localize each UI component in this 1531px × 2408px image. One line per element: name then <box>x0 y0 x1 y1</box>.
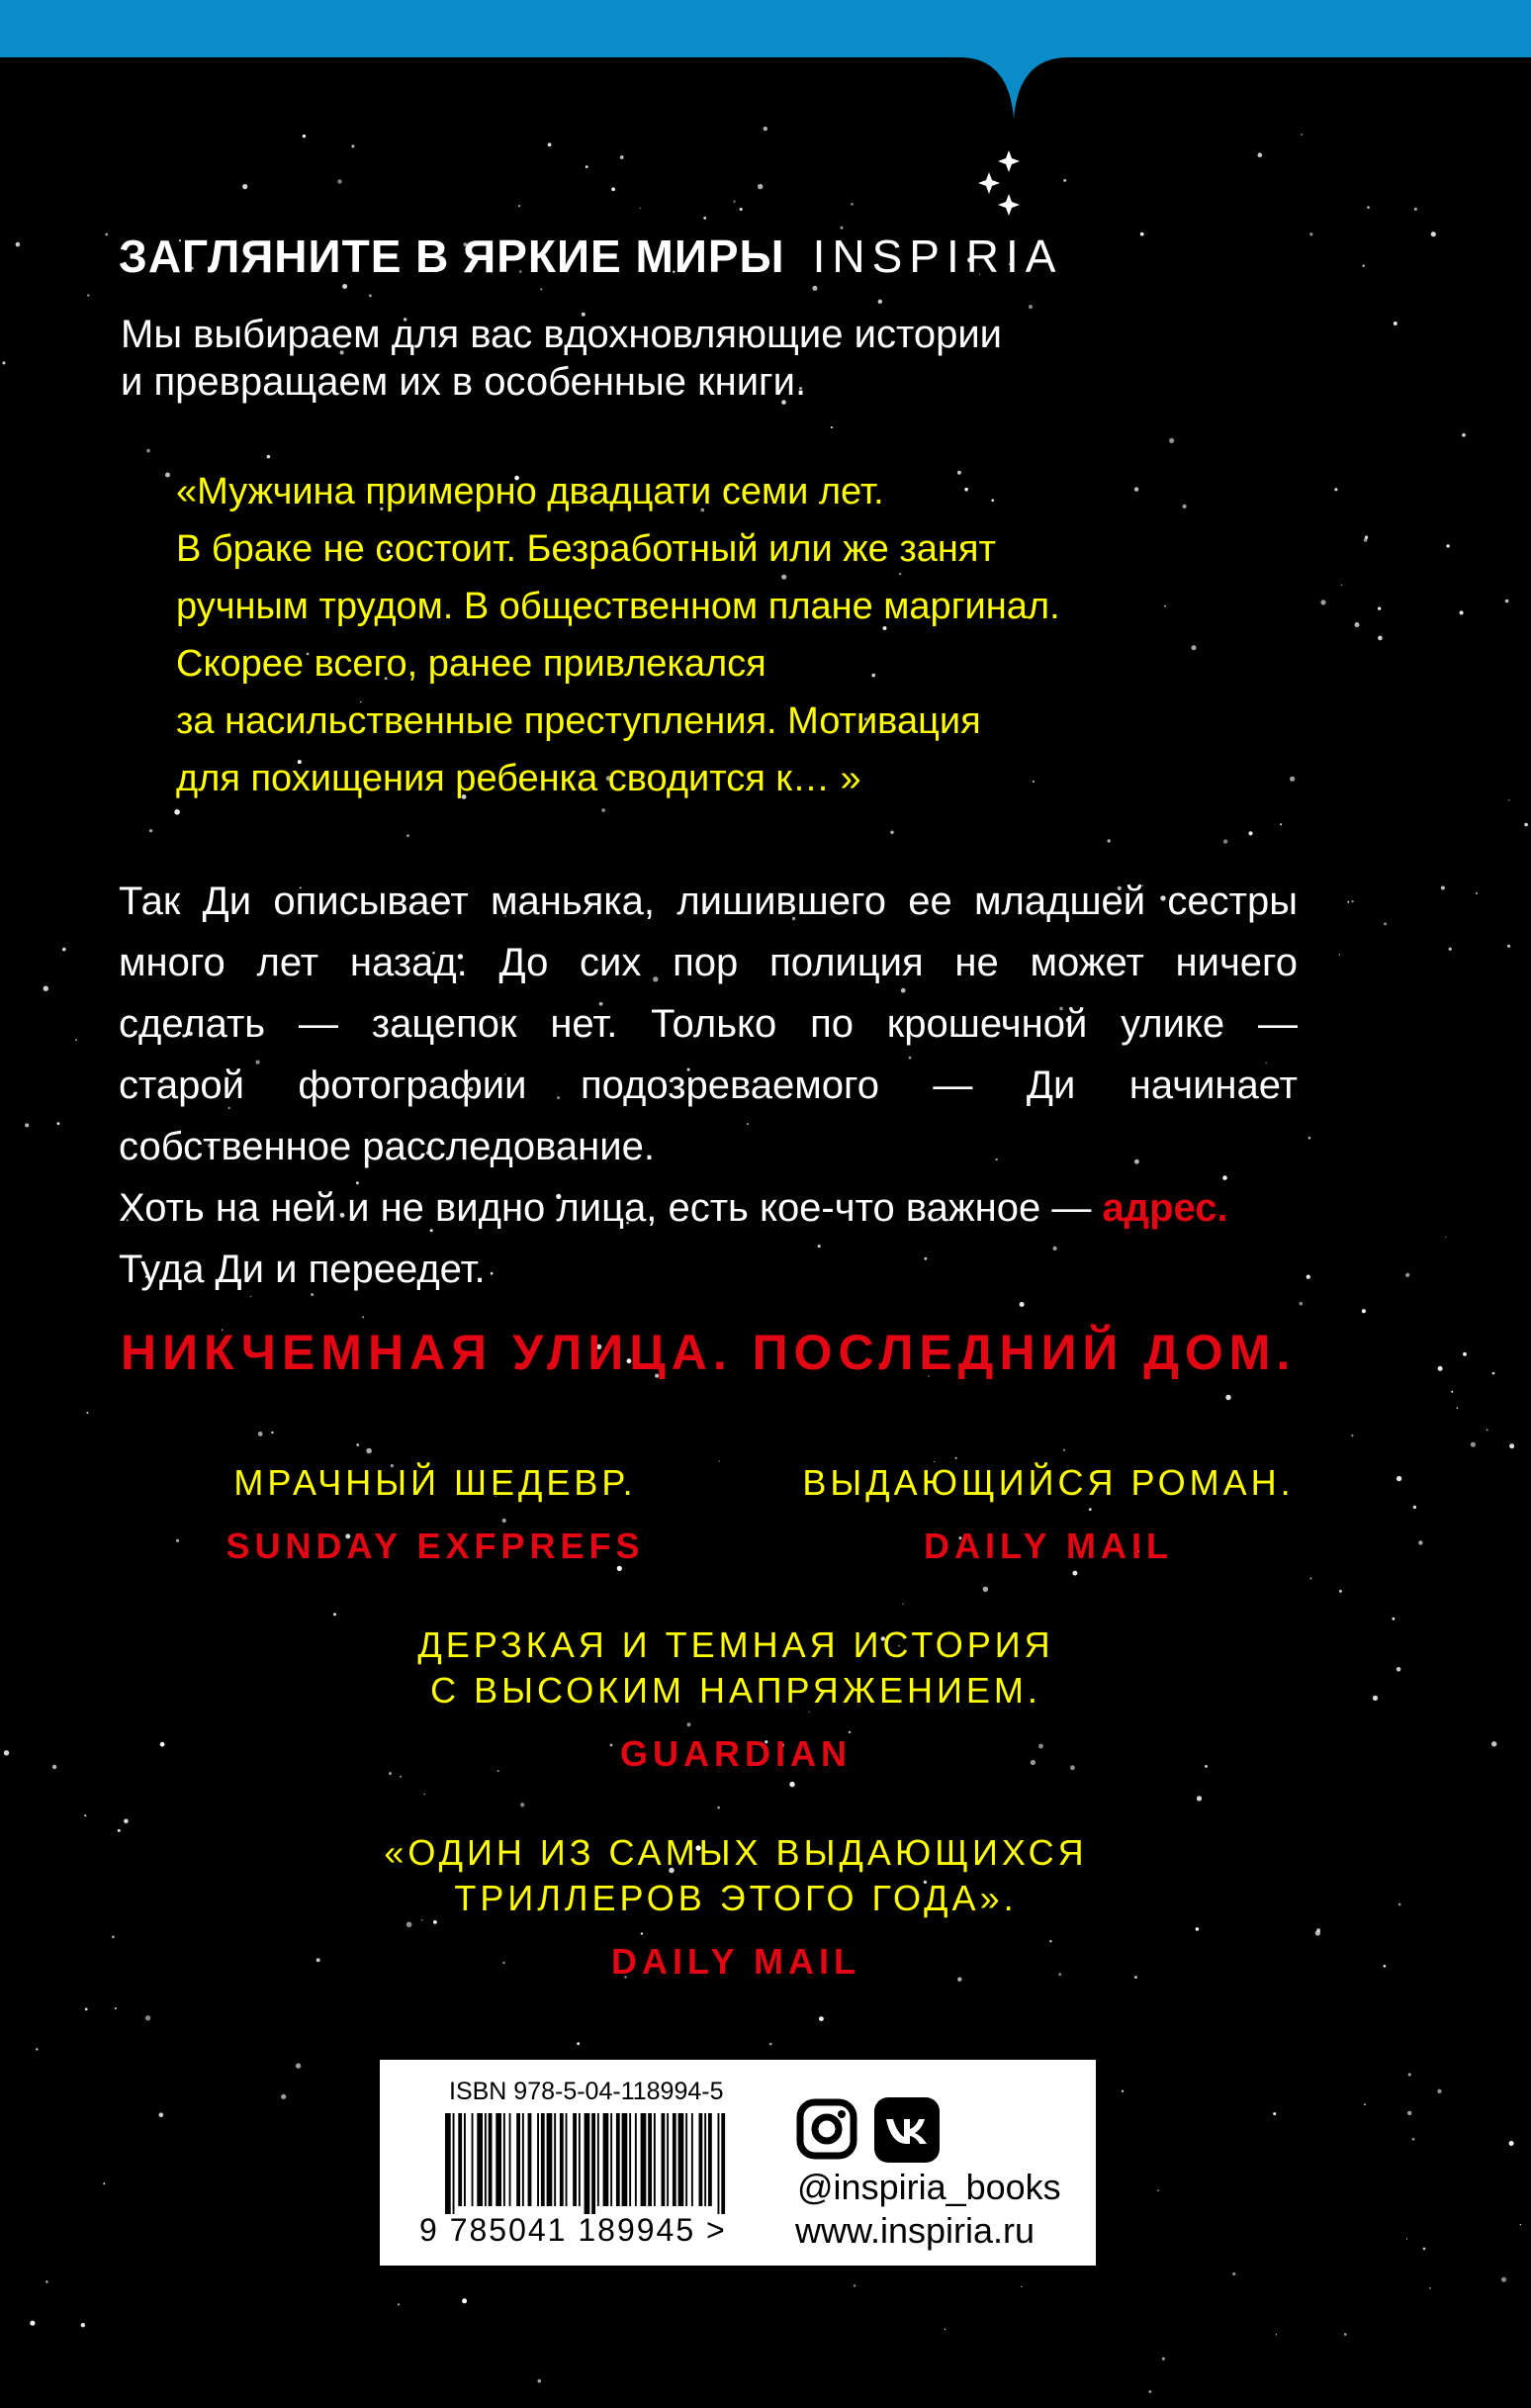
star <box>462 2298 467 2303</box>
quote-line: В браке не состоит. Безработный или же занят <box>176 528 996 570</box>
star <box>1197 1796 1202 1801</box>
star <box>1451 1391 1453 1393</box>
star <box>1441 886 1445 890</box>
star <box>890 831 894 835</box>
quote-line: за насильственные преступления. Мотивация <box>176 700 981 742</box>
star <box>1437 2089 1441 2093</box>
social-handle[interactable]: @inspiria_books <box>797 2167 1061 2207</box>
star <box>1492 1372 1495 1375</box>
star <box>342 284 347 289</box>
synopsis-line: собственное расследование. <box>119 1125 655 1168</box>
star <box>351 144 354 147</box>
star <box>1301 134 1303 136</box>
address-word: адрес. <box>1102 1186 1228 1230</box>
review <box>291 1830 1181 1983</box>
star <box>1108 839 1111 842</box>
star <box>1408 2074 1411 2077</box>
quote-line: ручным трудом. В общественном плане маргинал. <box>176 586 1060 627</box>
star <box>400 1776 402 1778</box>
star <box>812 286 817 291</box>
star <box>1223 839 1227 843</box>
star <box>1020 1302 1025 1307</box>
star <box>85 2008 88 2011</box>
star <box>1423 2248 1426 2251</box>
star <box>1460 610 1464 614</box>
star <box>118 1829 121 1832</box>
quote-line: для похищения ребенка сводится к… » <box>176 758 861 799</box>
star <box>983 1587 988 1592</box>
star <box>30 2321 35 2326</box>
star <box>740 208 743 211</box>
barcode-panel <box>380 2060 1096 2266</box>
star <box>105 233 108 236</box>
star <box>703 217 706 220</box>
star <box>1148 2390 1151 2393</box>
star <box>1365 536 1368 539</box>
star <box>1351 1435 1353 1436</box>
star <box>242 184 247 189</box>
website-link[interactable]: www.inspiria.ru <box>795 2210 1036 2251</box>
star <box>160 1742 165 1747</box>
star <box>44 986 48 991</box>
star <box>1363 265 1365 267</box>
star <box>174 809 180 815</box>
star <box>1524 823 1528 827</box>
star <box>1393 1618 1396 1621</box>
star <box>1192 645 1197 650</box>
star <box>159 2113 164 2118</box>
star <box>1471 1442 1476 1447</box>
star <box>1445 1237 1446 1238</box>
star <box>1509 1443 1514 1448</box>
star <box>520 1803 524 1806</box>
star <box>57 1122 60 1125</box>
star <box>1407 2111 1411 2115</box>
star <box>16 242 21 247</box>
brand-logo: INSPIRIA <box>812 231 1063 282</box>
star <box>1398 1903 1401 1906</box>
star <box>1309 232 1312 235</box>
star <box>1341 585 1343 587</box>
star <box>1507 945 1510 948</box>
star <box>1063 179 1066 182</box>
review <box>198 1460 673 1567</box>
review <box>771 1460 1325 1567</box>
review-quote: ВЫДАЮЩИЙСЯ РОМАН. <box>802 1462 1295 1503</box>
star <box>146 449 150 453</box>
sparkle-icon <box>975 146 1035 226</box>
star <box>1520 2224 1521 2225</box>
review-source: DAILY MAIL <box>923 1526 1174 1566</box>
synopsis <box>119 871 1298 1300</box>
star <box>1334 488 1337 491</box>
star <box>52 1765 56 1769</box>
star <box>75 1039 77 1041</box>
star <box>764 127 767 131</box>
star <box>1501 2277 1506 2282</box>
star <box>86 1412 88 1414</box>
star <box>1405 1273 1409 1277</box>
star <box>36 2048 38 2050</box>
star <box>87 294 89 296</box>
instagram-icon[interactable] <box>795 2097 858 2161</box>
star <box>366 1448 372 1454</box>
star <box>1232 2272 1235 2275</box>
star <box>1462 433 1466 437</box>
star <box>1406 2238 1407 2239</box>
star <box>281 2094 286 2099</box>
star <box>1290 777 1295 782</box>
quote-line: Скорее всего, ранее привлекался <box>176 643 766 685</box>
star <box>2 361 5 364</box>
intro-line: Мы выбираем для вас вдохновляющие истории <box>121 313 1003 356</box>
synopsis-line: старой фотографии подозреваемого — Ди начинает <box>119 1064 1298 1107</box>
star <box>1134 487 1138 491</box>
star <box>585 165 588 168</box>
profile-quote <box>176 463 1060 807</box>
star <box>789 1782 794 1787</box>
star <box>548 142 552 146</box>
star <box>112 1936 115 1939</box>
star <box>601 808 605 812</box>
star <box>1309 1577 1311 1579</box>
review-source: SUNDAY EXFPREFS <box>225 1526 645 1566</box>
star <box>1248 831 1252 835</box>
address-sentence: Хоть на ней и не видно лица, есть кое-что важное — <box>119 1186 1103 1230</box>
intro-text <box>121 311 1307 406</box>
star <box>1162 2358 1165 2361</box>
star <box>878 300 882 304</box>
star <box>902 1604 903 1605</box>
synopsis-line: Туда Ди и переедет. <box>119 1248 486 1291</box>
star <box>145 2015 150 2020</box>
synopsis-address-line <box>119 1177 1298 1239</box>
star <box>538 2379 542 2383</box>
star <box>1396 1667 1401 1672</box>
star <box>1373 1696 1378 1701</box>
star <box>717 1806 720 1809</box>
star <box>819 2016 824 2021</box>
isbn-label: ISBN 978-5-04-118994-5 <box>449 2078 724 2105</box>
star <box>398 2303 400 2305</box>
star <box>831 426 833 428</box>
star <box>577 2042 580 2045</box>
star <box>1505 600 1509 603</box>
star <box>1418 1540 1422 1544</box>
star <box>1491 1741 1496 1746</box>
star <box>1384 1965 1387 1968</box>
star <box>1412 2138 1415 2141</box>
star <box>103 2182 105 2184</box>
intro-line: и превращаем их в особенные книги. <box>121 360 807 404</box>
star <box>1276 2334 1277 2335</box>
star <box>769 2043 772 2046</box>
star <box>176 1539 179 1542</box>
star <box>945 2329 946 2330</box>
star <box>851 203 854 206</box>
star <box>333 1613 336 1616</box>
star <box>1063 1449 1065 1451</box>
star <box>1438 1366 1443 1371</box>
review-quote: ДЕРЗКАЯ И ТЕМНАЯ ИСТОРИЯ <box>417 1624 1054 1665</box>
star <box>1339 954 1340 955</box>
star <box>1157 2189 1159 2191</box>
star <box>1308 1137 1311 1140</box>
star <box>733 201 735 203</box>
star <box>337 179 341 183</box>
star <box>758 184 763 189</box>
star <box>1351 900 1353 902</box>
star <box>303 135 306 138</box>
synopsis-line: много лет назад. До сих пор полиция не может ничего <box>119 941 1298 984</box>
star <box>1344 2333 1347 2336</box>
star <box>271 1432 273 1434</box>
star <box>1320 600 1325 604</box>
star <box>1339 1590 1342 1593</box>
star <box>81 2323 85 2327</box>
barcode <box>445 2113 758 2214</box>
star <box>1122 2090 1124 2092</box>
star <box>540 288 542 290</box>
star <box>1446 544 1449 547</box>
review <box>340 1622 1131 1775</box>
quote-line: «Мужчина примерно двадцати семи лет. <box>176 471 884 512</box>
star <box>296 2063 301 2068</box>
star <box>1140 232 1144 236</box>
top-band <box>0 0 1531 123</box>
synopsis-line: сделать — зацепок нет. Только по крошечной улике — <box>119 1002 1298 1046</box>
star <box>1183 505 1187 509</box>
star <box>955 1457 957 1459</box>
star <box>1164 605 1166 607</box>
star <box>518 205 520 207</box>
star <box>1394 322 1397 325</box>
star <box>356 1443 359 1446</box>
star <box>1347 901 1349 903</box>
star <box>1429 2287 1431 2289</box>
star <box>1362 1309 1366 1313</box>
star <box>258 1432 263 1436</box>
star <box>1316 1928 1320 1932</box>
barcode-digits: 9 785041 189945 > <box>419 2212 727 2248</box>
star <box>611 187 615 191</box>
star <box>1384 922 1387 925</box>
header <box>119 230 1062 283</box>
star <box>165 473 170 478</box>
header-title: ЗАГЛЯНИТЕ В ЯРКИЕ МИРЫ <box>119 231 785 282</box>
star <box>424 1794 425 1795</box>
star <box>362 1316 364 1318</box>
review-quote: ТРИЛЛЕРОВ ЭТОГО ГОДА». <box>454 1878 1018 1918</box>
star <box>1225 1395 1230 1400</box>
star <box>1457 1407 1459 1409</box>
star <box>84 1814 86 1816</box>
star <box>1414 208 1417 211</box>
star <box>124 1819 129 1824</box>
star <box>1364 2103 1366 2105</box>
star <box>1021 2286 1022 2287</box>
star <box>45 2280 47 2282</box>
star <box>406 834 409 837</box>
star <box>115 2007 117 2009</box>
star <box>1300 1302 1304 1306</box>
star <box>1509 2141 1514 2146</box>
star <box>1508 799 1509 800</box>
star <box>1396 1476 1401 1481</box>
star <box>1306 1275 1310 1279</box>
star <box>1280 823 1282 825</box>
review-quote: С ВЫСОКИМ НАПРЯЖЕНИЕМ. <box>430 1670 1041 1711</box>
star <box>1378 607 1381 610</box>
star <box>267 455 271 459</box>
star <box>620 155 624 159</box>
star <box>640 208 641 209</box>
star <box>1367 206 1370 209</box>
star <box>1449 948 1452 951</box>
star <box>1205 1765 1208 1768</box>
star <box>1378 636 1383 641</box>
review-source: GUARDIAN <box>620 1733 852 1774</box>
star <box>25 1123 29 1127</box>
star <box>1431 232 1436 236</box>
star <box>62 948 66 952</box>
star <box>1413 1506 1416 1509</box>
star <box>1486 1430 1488 1432</box>
star <box>1258 152 1263 157</box>
star <box>1196 1927 1200 1931</box>
star <box>369 295 372 298</box>
review-source: DAILY MAIL <box>610 1941 861 1982</box>
star <box>719 1460 720 1461</box>
headline: НИКЧЕМНАЯ УЛИЦА. ПОСЛЕДНИЙ ДОМ. <box>121 1325 1297 1380</box>
review-quote: МРАЧНЫЙ ШЕДЕВР. <box>233 1462 637 1503</box>
vk-icon[interactable] <box>874 2097 940 2163</box>
star <box>4 1750 9 1755</box>
star <box>149 829 152 832</box>
star <box>1169 438 1174 443</box>
star <box>1463 1352 1467 1356</box>
star <box>1072 1571 1077 1576</box>
synopsis-line: Так Ди описывает маньяка, лишившего ее младшей сестры <box>119 880 1298 923</box>
review-quote: «ОДИН ИЗ САМЫХ ВЫДАЮЩИХСЯ <box>384 1832 1088 1873</box>
star <box>1355 622 1360 627</box>
star <box>854 2284 856 2286</box>
star <box>1476 892 1478 894</box>
star <box>1273 2112 1276 2115</box>
star <box>1029 305 1033 309</box>
